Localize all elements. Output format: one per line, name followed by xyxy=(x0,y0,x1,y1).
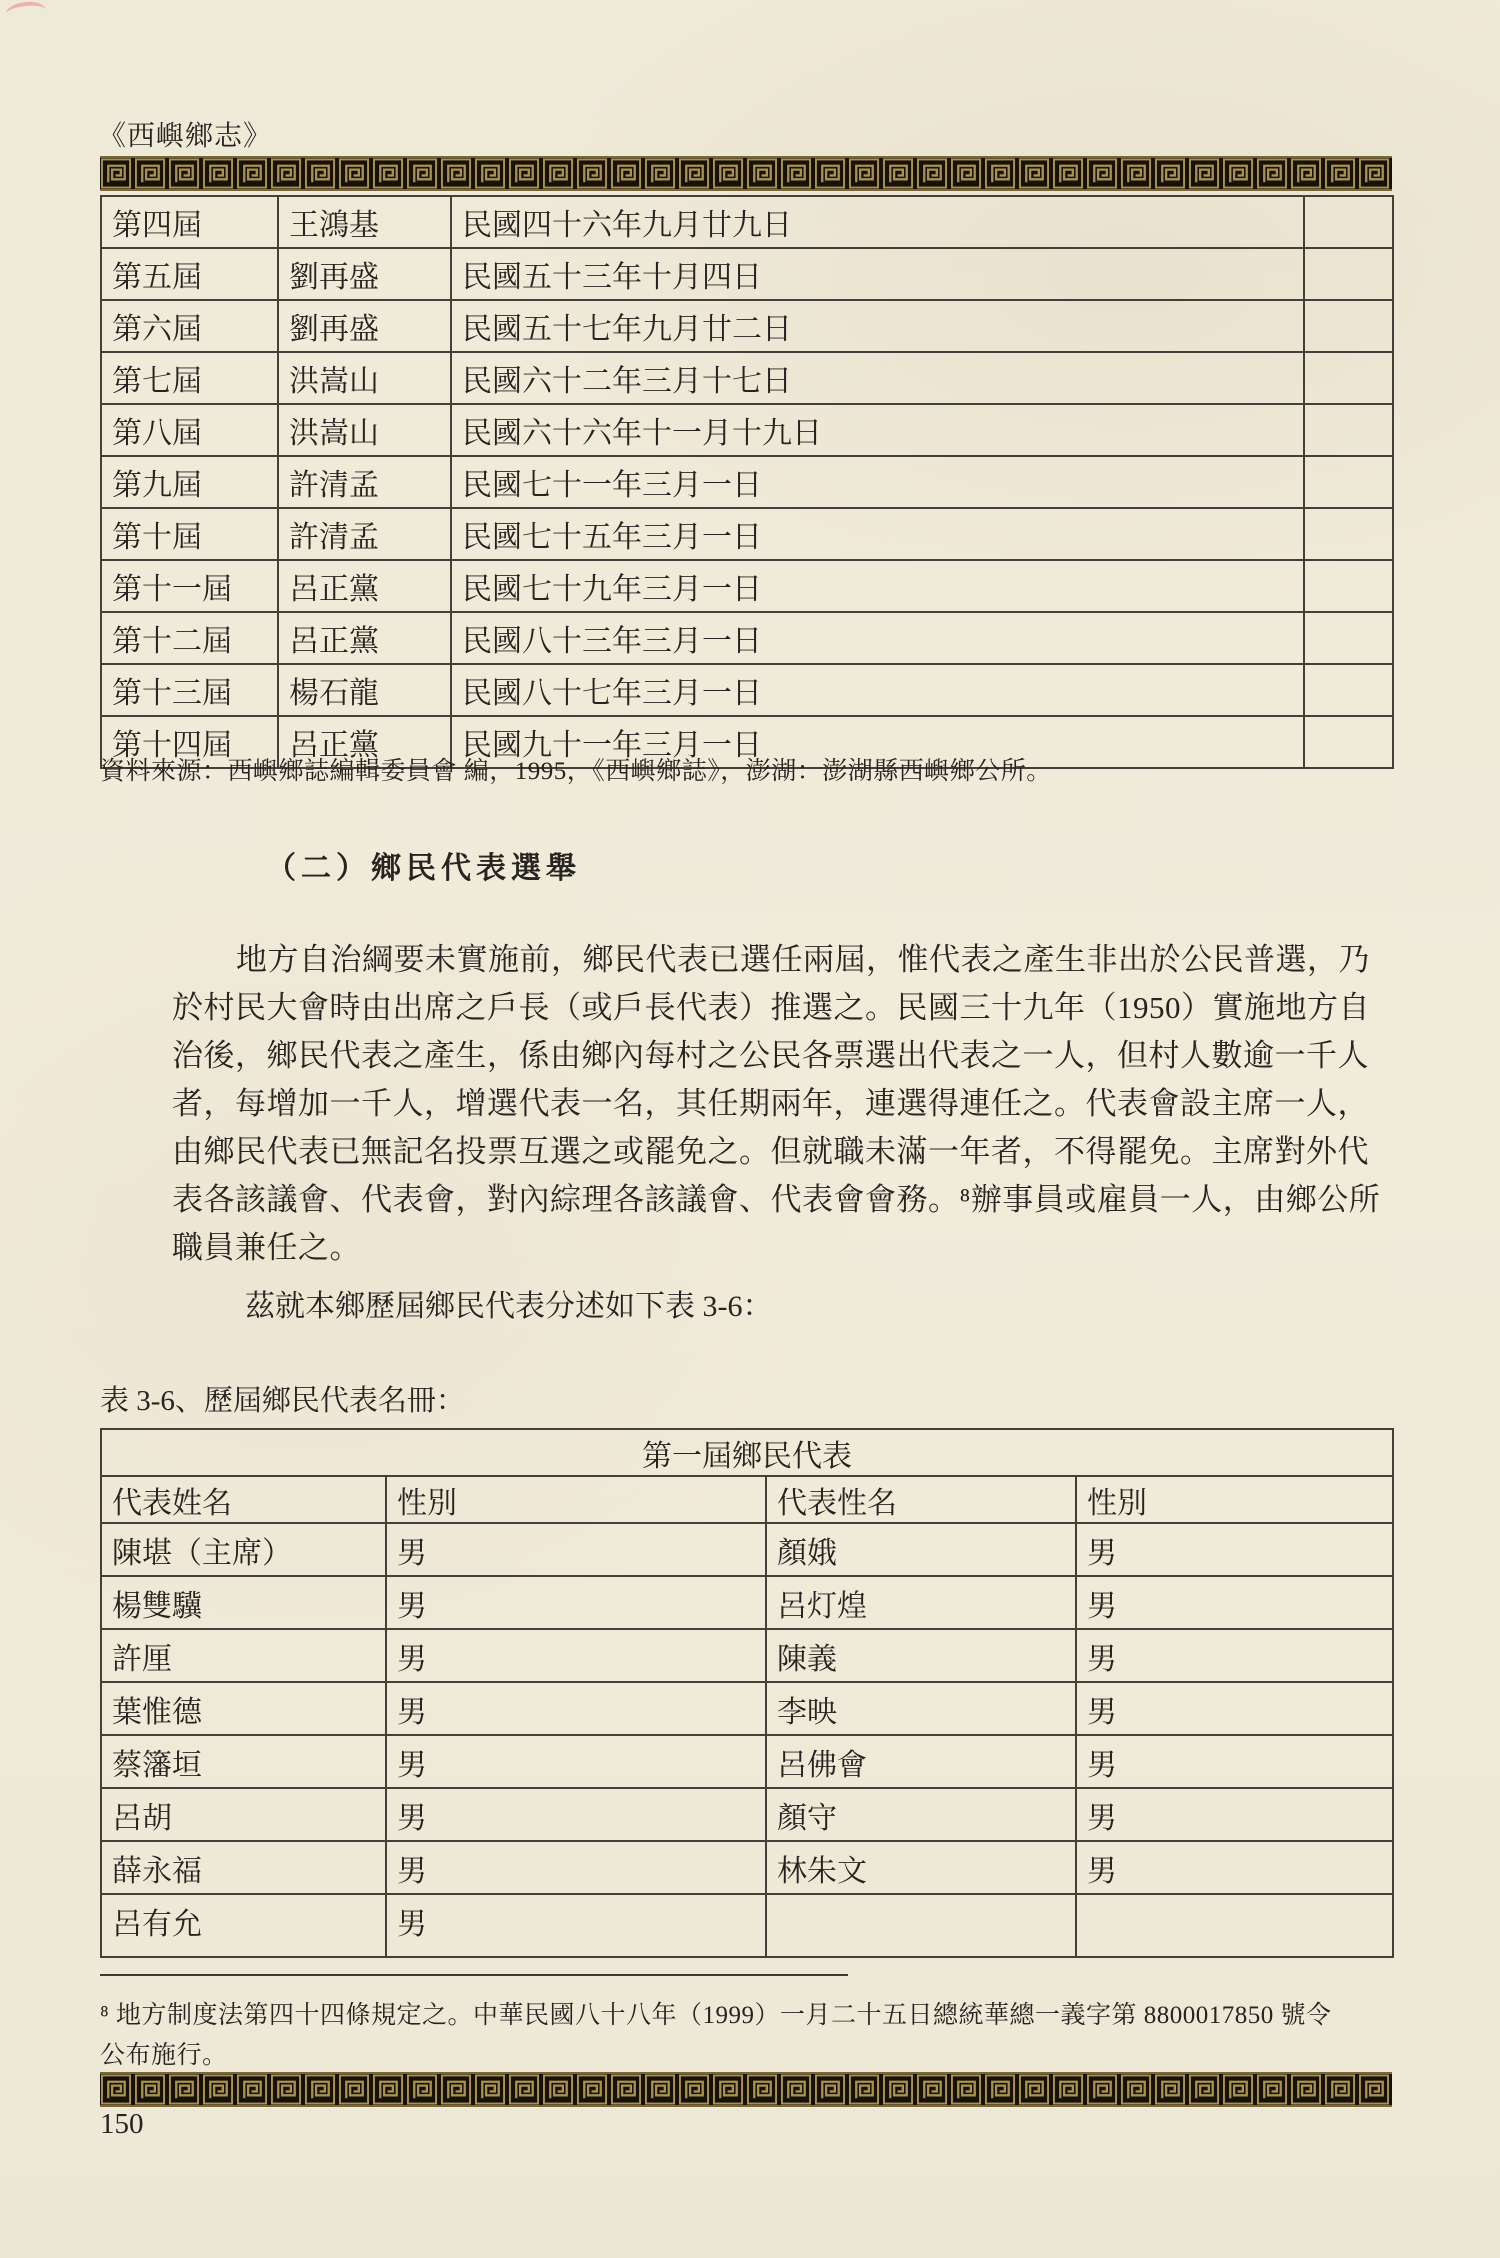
meander-motif-icon xyxy=(1052,158,1084,189)
term-cell: 第六屆 xyxy=(101,300,278,352)
gender-cell: 男 xyxy=(386,1629,766,1682)
decorative-meander-border-top xyxy=(100,156,1392,191)
meander-motif-icon xyxy=(474,158,506,189)
representative-name-cell: 林朱文 xyxy=(766,1841,1076,1894)
empty-cell xyxy=(1304,196,1393,248)
decorative-meander-border-bottom xyxy=(100,2072,1392,2107)
meander-motif-icon xyxy=(1222,2074,1254,2105)
date-cell: 民國八十七年三月一日 xyxy=(451,664,1304,716)
meander-motif-icon xyxy=(780,158,812,189)
meander-motif-icon xyxy=(576,158,608,189)
meander-motif-icon xyxy=(712,2074,744,2105)
term-table-row xyxy=(101,404,1393,456)
meander-motif-icon xyxy=(1188,2074,1220,2105)
term-table-row xyxy=(101,352,1393,404)
page-number: 150 xyxy=(100,2108,144,2140)
gender-cell: 男 xyxy=(386,1523,766,1576)
name-cell: 呂正黨 xyxy=(278,612,451,664)
table2-title-cell: 第一屆鄉民代表 xyxy=(101,1429,1393,1476)
representative-name-cell xyxy=(766,1894,1076,1957)
first-term-representatives-table-body xyxy=(101,1429,1393,1957)
gender-cell: 男 xyxy=(1076,1841,1393,1894)
meander-motif-icon xyxy=(610,2074,642,2105)
township-head-terms-table xyxy=(100,195,1394,769)
meander-motif-icon xyxy=(848,2074,880,2105)
name-cell: 呂正黨 xyxy=(278,560,451,612)
name-cell: 王鴻基 xyxy=(278,196,451,248)
representative-name-cell: 陳義 xyxy=(766,1629,1076,1682)
meander-motif-icon xyxy=(950,2074,982,2105)
term-cell: 第十一屆 xyxy=(101,560,278,612)
meander-motif-icon xyxy=(814,158,846,189)
term-table-row xyxy=(101,508,1393,560)
meander-motif-icon xyxy=(1358,2074,1390,2105)
table2-header-cell: 性別 xyxy=(386,1476,766,1523)
name-cell: 洪嵩山 xyxy=(278,352,451,404)
name-cell: 楊石龍 xyxy=(278,664,451,716)
meander-motif-icon xyxy=(304,2074,336,2105)
name-cell: 許清孟 xyxy=(278,456,451,508)
representative-name-cell: 許厘 xyxy=(101,1629,386,1682)
gender-cell: 男 xyxy=(1076,1682,1393,1735)
meander-motif-icon xyxy=(372,158,404,189)
representative-name-cell: 顏娥 xyxy=(766,1523,1076,1576)
meander-motif-icon xyxy=(440,2074,472,2105)
meander-motif-icon xyxy=(202,158,234,189)
meander-motif-icon xyxy=(1324,2074,1356,2105)
meander-motif-icon xyxy=(508,2074,540,2105)
date-cell: 民國七十九年三月一日 xyxy=(451,560,1304,612)
gender-cell: 男 xyxy=(386,1894,766,1957)
paragraph-line: 表各該議會、代表會，對內綜理各該議會、代表會會務。⁸辦事員或雇員一人，由鄉公所 xyxy=(172,1182,1381,1217)
gender-cell xyxy=(1076,1894,1393,1957)
term-cell: 第十四屆 xyxy=(101,716,278,768)
meander-motif-icon xyxy=(542,158,574,189)
term-table-row xyxy=(101,664,1393,716)
meander-motif-icon xyxy=(1188,158,1220,189)
name-cell: 洪嵩山 xyxy=(278,404,451,456)
meander-motif-icon xyxy=(848,158,880,189)
term-table-row xyxy=(101,248,1393,300)
date-cell: 民國七十一年三月一日 xyxy=(451,456,1304,508)
table2-data-row xyxy=(101,1788,1393,1841)
meander-motif-icon xyxy=(814,2074,846,2105)
paragraph-line: 職員兼任之。 xyxy=(172,1230,361,1265)
source-note: 資料來源：西嶼鄉誌編輯委員會 編，1995，《西嶼鄉誌》，澎湖：澎湖縣西嶼鄉公所。 xyxy=(100,758,1052,785)
name-cell: 許清孟 xyxy=(278,508,451,560)
gender-cell: 男 xyxy=(386,1788,766,1841)
meander-motif-icon xyxy=(950,158,982,189)
meander-motif-icon xyxy=(440,158,472,189)
representative-name-cell: 呂灯煌 xyxy=(766,1576,1076,1629)
meander-motif-icon xyxy=(644,158,676,189)
table2-header-cell: 代表性名 xyxy=(766,1476,1076,1523)
body-paragraph xyxy=(172,936,1380,1272)
meander-motif-icon xyxy=(1358,158,1390,189)
paragraph-line: 治後，鄉民代表之產生，係由鄉內每村之公民各票選出代表之一人，但村人數逾一千人 xyxy=(172,1038,1369,1073)
paragraph-line: 者，每增加一千人，增選代表一名，其任期兩年，連選得連任之。代表會設主席一人， xyxy=(172,1086,1369,1121)
meander-motif-icon xyxy=(236,2074,268,2105)
meander-motif-icon xyxy=(1290,158,1322,189)
footnote-line-2: 公布施行。 xyxy=(100,2042,228,2069)
meander-motif-icon xyxy=(712,158,744,189)
term-table-row xyxy=(101,456,1393,508)
meander-motif-icon xyxy=(474,2074,506,2105)
meander-motif-icon xyxy=(984,2074,1016,2105)
footnote-divider xyxy=(100,1974,848,1976)
term-cell: 第九屆 xyxy=(101,456,278,508)
empty-cell xyxy=(1304,612,1393,664)
date-cell: 民國五十七年九月廿二日 xyxy=(451,300,1304,352)
table2-data-row xyxy=(101,1523,1393,1576)
gender-cell: 男 xyxy=(1076,1735,1393,1788)
gender-cell: 男 xyxy=(1076,1523,1393,1576)
meander-motif-icon xyxy=(746,158,778,189)
meander-motif-icon xyxy=(508,158,540,189)
representative-name-cell: 葉惟德 xyxy=(101,1682,386,1735)
meander-motif-icon xyxy=(406,158,438,189)
date-cell: 民國五十三年十月四日 xyxy=(451,248,1304,300)
table2-header-cell: 代表姓名 xyxy=(101,1476,386,1523)
term-cell: 第五屆 xyxy=(101,248,278,300)
intro-line: 茲就本鄉歷屆鄉民代表分述如下表 3-6： xyxy=(245,1290,773,1323)
footnote-line-1: ⁸ 地方制度法第四十四條規定之。中華民國八十八年（1999）一月二十五日總統華總一義字第 8800017850 號令 xyxy=(100,2002,1332,2029)
meander-motif-icon xyxy=(1086,2074,1118,2105)
section-heading: （二）鄉民代表選舉 xyxy=(266,852,581,885)
representative-name-cell: 呂胡 xyxy=(101,1788,386,1841)
empty-cell xyxy=(1304,248,1393,300)
representative-name-cell: 薛永福 xyxy=(101,1841,386,1894)
term-cell: 第十二屆 xyxy=(101,612,278,664)
meander-motif-icon xyxy=(882,158,914,189)
meander-motif-icon xyxy=(134,158,166,189)
empty-cell xyxy=(1304,560,1393,612)
meander-motif-icon xyxy=(1052,2074,1084,2105)
term-cell: 第八屆 xyxy=(101,404,278,456)
meander-motif-icon xyxy=(304,158,336,189)
table-caption: 表 3-6、歷屆鄉民代表名冊： xyxy=(100,1385,465,1417)
meander-motif-icon xyxy=(134,2074,166,2105)
meander-motif-icon xyxy=(406,2074,438,2105)
meander-motif-icon xyxy=(1018,2074,1050,2105)
term-cell: 第四屆 xyxy=(101,196,278,248)
meander-motif-icon xyxy=(746,2074,778,2105)
term-table-row xyxy=(101,196,1393,248)
meander-motif-icon xyxy=(1256,2074,1288,2105)
term-cell: 第十屆 xyxy=(101,508,278,560)
meander-motif-icon xyxy=(270,2074,302,2105)
meander-motif-icon xyxy=(1256,158,1288,189)
meander-motif-icon xyxy=(678,2074,710,2105)
meander-motif-icon xyxy=(202,2074,234,2105)
meander-motif-icon xyxy=(1154,158,1186,189)
gender-cell: 男 xyxy=(386,1841,766,1894)
table2-data-row xyxy=(101,1735,1393,1788)
term-table-row xyxy=(101,612,1393,664)
meander-motif-icon xyxy=(168,2074,200,2105)
gender-cell: 男 xyxy=(1076,1788,1393,1841)
meander-motif-icon xyxy=(984,158,1016,189)
empty-cell xyxy=(1304,300,1393,352)
table2-header-row xyxy=(101,1476,1393,1523)
meander-motif-icon xyxy=(1324,158,1356,189)
meander-motif-icon xyxy=(236,158,268,189)
meander-motif-icon xyxy=(576,2074,608,2105)
gender-cell: 男 xyxy=(1076,1629,1393,1682)
book-title: 《西嶼鄉志》 xyxy=(98,121,273,152)
meander-motif-icon xyxy=(338,158,370,189)
term-table-row xyxy=(101,300,1393,352)
table2-title-row xyxy=(101,1429,1393,1476)
table2-data-row xyxy=(101,1841,1393,1894)
name-cell: 呂正黨 xyxy=(278,716,451,768)
meander-motif-icon xyxy=(270,158,302,189)
pink-pen-scan-artifact xyxy=(5,0,47,24)
meander-motif-icon xyxy=(610,158,642,189)
empty-cell xyxy=(1304,404,1393,456)
meander-motif-icon xyxy=(100,158,132,189)
name-cell: 劉再盛 xyxy=(278,248,451,300)
table2-data-row xyxy=(101,1682,1393,1735)
meander-motif-icon xyxy=(1120,2074,1152,2105)
first-term-representatives-table xyxy=(100,1428,1394,1958)
paragraph-line: 由鄉民代表已無記名投票互選之或罷免之。但就職未滿一年者，不得罷免。主席對外代 xyxy=(172,1134,1369,1169)
meander-motif-icon xyxy=(1154,2074,1186,2105)
term-cell: 第七屆 xyxy=(101,352,278,404)
representative-name-cell: 顏守 xyxy=(766,1788,1076,1841)
representative-name-cell: 楊雙驥 xyxy=(101,1576,386,1629)
date-cell: 民國六十二年三月十七日 xyxy=(451,352,1304,404)
meander-motif-icon xyxy=(338,2074,370,2105)
empty-cell xyxy=(1304,508,1393,560)
term-cell: 第十三屆 xyxy=(101,664,278,716)
date-cell: 民國六十六年十一月十九日 xyxy=(451,404,1304,456)
gender-cell: 男 xyxy=(386,1735,766,1788)
township-head-terms-table-body xyxy=(101,196,1393,768)
term-table-row xyxy=(101,560,1393,612)
meander-motif-icon xyxy=(916,2074,948,2105)
meander-motif-icon xyxy=(678,158,710,189)
meander-motif-icon xyxy=(1222,158,1254,189)
name-cell: 劉再盛 xyxy=(278,300,451,352)
empty-cell xyxy=(1304,352,1393,404)
paragraph-line: 地方自治綱要未實施前，鄉民代表已選任兩屆，惟代表之產生非出於公民普選，乃 xyxy=(236,942,1370,977)
meander-motif-icon xyxy=(644,2074,676,2105)
date-cell: 民國四十六年九月廿九日 xyxy=(451,196,1304,248)
representative-name-cell: 李映 xyxy=(766,1682,1076,1735)
meander-motif-icon xyxy=(542,2074,574,2105)
meander-motif-icon xyxy=(100,2074,132,2105)
date-cell: 民國七十五年三月一日 xyxy=(451,508,1304,560)
representative-name-cell: 蔡籓垣 xyxy=(101,1735,386,1788)
gender-cell: 男 xyxy=(386,1682,766,1735)
representative-name-cell: 呂佛會 xyxy=(766,1735,1076,1788)
meander-motif-icon xyxy=(372,2074,404,2105)
empty-cell xyxy=(1304,664,1393,716)
date-cell: 民國九十一年三月一日 xyxy=(451,716,1304,768)
meander-motif-icon xyxy=(168,158,200,189)
table2-header-cell: 性別 xyxy=(1076,1476,1393,1523)
meander-motif-icon xyxy=(1086,158,1118,189)
empty-cell xyxy=(1304,456,1393,508)
date-cell: 民國八十三年三月一日 xyxy=(451,612,1304,664)
meander-motif-icon xyxy=(1290,2074,1322,2105)
representative-name-cell: 呂有允 xyxy=(101,1894,386,1957)
table2-data-row xyxy=(101,1894,1393,1957)
meander-motif-icon xyxy=(882,2074,914,2105)
meander-motif-icon xyxy=(1120,158,1152,189)
gender-cell: 男 xyxy=(386,1576,766,1629)
table2-data-row xyxy=(101,1629,1393,1682)
meander-motif-icon xyxy=(916,158,948,189)
empty-cell xyxy=(1304,716,1393,768)
meander-motif-icon xyxy=(1018,158,1050,189)
meander-motif-icon xyxy=(780,2074,812,2105)
representative-name-cell: 陳堪（主席） xyxy=(101,1523,386,1576)
table2-data-row xyxy=(101,1576,1393,1629)
gender-cell: 男 xyxy=(1076,1576,1393,1629)
paragraph-line: 於村民大會時由出席之戶長（或戶長代表）推選之。民國三十九年（1950）實施地方自 xyxy=(172,990,1370,1025)
